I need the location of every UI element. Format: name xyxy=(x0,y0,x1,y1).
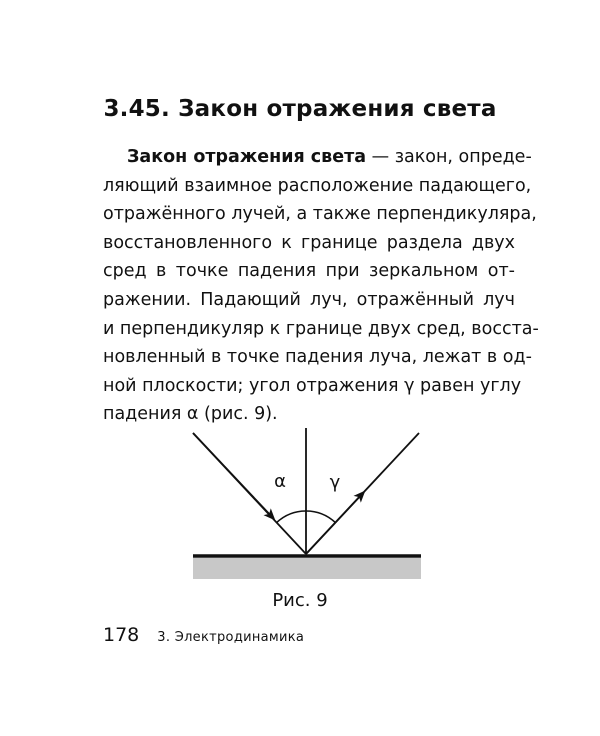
page-number: 178 xyxy=(103,624,140,646)
paragraph-line-text: — закон, опреде- xyxy=(366,147,532,167)
section-heading: 3.45. Закон отражения света xyxy=(103,96,497,122)
page-footer xyxy=(103,624,304,646)
paragraph-line: ной плоскости; угол отражения γ равен углу xyxy=(103,375,522,396)
angle-incidence-arc xyxy=(277,511,306,523)
paragraph-line: ражении. Падающий луч, отражённый луч xyxy=(103,289,515,310)
figure-caption: Рис. 9 xyxy=(272,590,328,611)
angle-reflection-label: γ xyxy=(329,472,341,493)
paragraph-line: отражённого лучей, а также перпендикуляра, xyxy=(103,204,537,225)
incident-ray-arrow xyxy=(193,433,274,519)
paragraph-line: и перпендикуляр к границе двух сред, восста- xyxy=(103,318,539,339)
paragraph-line: сред в точке падения при зеркальном от- xyxy=(103,261,515,282)
paragraph-line: восстановленного к границе раздела двух xyxy=(103,232,515,253)
paragraph-line: новленный в точке падения луча, лежат в од- xyxy=(103,347,532,368)
mirror-surface xyxy=(193,558,421,579)
paragraph-line: ляющий взаимное расположение падающего, xyxy=(103,175,532,196)
defined-term: Закон отражения света xyxy=(127,147,367,167)
angle-reflection-arc xyxy=(306,511,335,523)
chapter-title: 3. Электродинамика xyxy=(157,630,305,645)
angle-incidence-label: α xyxy=(274,471,286,492)
paragraph-line: падения α (рис. 9). xyxy=(103,404,278,425)
